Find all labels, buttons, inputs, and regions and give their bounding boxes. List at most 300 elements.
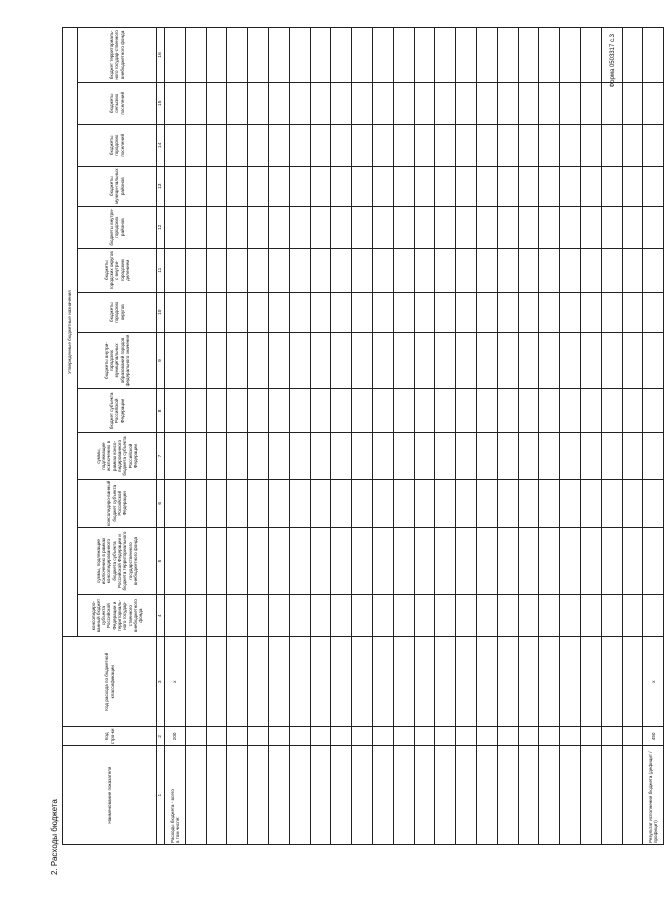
value-cell[interactable] xyxy=(331,433,352,479)
value-cell[interactable] xyxy=(539,637,560,727)
value-cell[interactable] xyxy=(435,727,456,746)
value-cell[interactable] xyxy=(414,332,435,389)
value-cell[interactable] xyxy=(352,28,373,83)
value-cell[interactable] xyxy=(352,166,373,206)
value-cell[interactable] xyxy=(289,389,310,433)
value-cell[interactable] xyxy=(414,28,435,83)
value-cell[interactable] xyxy=(497,746,518,845)
value-cell[interactable] xyxy=(393,124,414,166)
value-cell[interactable] xyxy=(476,595,497,637)
value-cell[interactable] xyxy=(165,595,186,637)
value-cell[interactable] xyxy=(227,292,248,332)
value-cell[interactable] xyxy=(518,166,539,206)
value-cell[interactable] xyxy=(227,727,248,746)
value-cell[interactable] xyxy=(310,124,331,166)
value-cell[interactable] xyxy=(227,332,248,389)
value-cell[interactable] xyxy=(580,746,601,845)
value-cell[interactable] xyxy=(580,527,601,594)
value-cell[interactable] xyxy=(206,124,227,166)
value-cell[interactable] xyxy=(414,433,435,479)
value-cell[interactable] xyxy=(248,292,269,332)
value-cell[interactable] xyxy=(206,389,227,433)
value-cell[interactable] xyxy=(165,527,186,594)
value-cell[interactable] xyxy=(601,332,622,389)
value-cell[interactable] xyxy=(414,727,435,746)
value-cell[interactable] xyxy=(352,637,373,727)
value-cell[interactable] xyxy=(435,479,456,527)
value-cell[interactable] xyxy=(352,82,373,124)
value-cell[interactable] xyxy=(331,82,352,124)
value-cell[interactable] xyxy=(560,124,581,166)
value-cell[interactable] xyxy=(601,746,622,845)
value-cell[interactable] xyxy=(456,166,477,206)
value-cell[interactable] xyxy=(539,248,560,292)
value-cell[interactable] xyxy=(414,637,435,727)
value-cell[interactable] xyxy=(393,389,414,433)
value-cell[interactable] xyxy=(372,527,393,594)
value-cell[interactable] xyxy=(476,389,497,433)
value-cell[interactable] xyxy=(206,166,227,206)
value-cell[interactable] xyxy=(539,389,560,433)
value-cell[interactable] xyxy=(372,727,393,746)
value-cell[interactable] xyxy=(289,595,310,637)
value-cell[interactable] xyxy=(643,292,664,332)
value-cell[interactable] xyxy=(518,82,539,124)
value-cell[interactable] xyxy=(310,292,331,332)
value-cell[interactable] xyxy=(227,433,248,479)
value-cell[interactable] xyxy=(206,479,227,527)
value-cell[interactable] xyxy=(476,124,497,166)
value-cell[interactable] xyxy=(393,637,414,727)
value-cell[interactable] xyxy=(560,332,581,389)
value-cell[interactable] xyxy=(539,332,560,389)
value-cell[interactable] xyxy=(497,433,518,479)
value-cell[interactable] xyxy=(497,332,518,389)
value-cell[interactable] xyxy=(310,82,331,124)
value-cell[interactable] xyxy=(601,28,622,83)
value-cell[interactable] xyxy=(476,727,497,746)
value-cell[interactable] xyxy=(456,124,477,166)
value-cell[interactable] xyxy=(497,166,518,206)
value-cell[interactable] xyxy=(414,746,435,845)
value-cell[interactable] xyxy=(206,727,227,746)
value-cell[interactable] xyxy=(456,292,477,332)
value-cell[interactable] xyxy=(393,433,414,479)
value-cell[interactable] xyxy=(435,28,456,83)
value-cell[interactable] xyxy=(248,595,269,637)
value-cell[interactable] xyxy=(539,727,560,746)
value-cell[interactable] xyxy=(331,332,352,389)
value-cell[interactable] xyxy=(435,292,456,332)
value-cell[interactable] xyxy=(518,527,539,594)
value-cell[interactable] xyxy=(476,637,497,727)
value-cell[interactable] xyxy=(518,124,539,166)
value-cell[interactable] xyxy=(372,124,393,166)
value-cell[interactable] xyxy=(497,206,518,248)
value-cell[interactable] xyxy=(435,389,456,433)
value-cell[interactable] xyxy=(331,248,352,292)
value-cell[interactable] xyxy=(268,82,289,124)
value-cell[interactable] xyxy=(476,746,497,845)
value-cell[interactable] xyxy=(185,595,206,637)
value-cell[interactable] xyxy=(248,746,269,845)
value-cell[interactable] xyxy=(414,479,435,527)
value-cell[interactable] xyxy=(435,595,456,637)
value-cell[interactable] xyxy=(352,727,373,746)
value-cell[interactable] xyxy=(539,28,560,83)
value-cell[interactable] xyxy=(393,746,414,845)
value-cell[interactable] xyxy=(227,166,248,206)
value-cell[interactable] xyxy=(435,82,456,124)
value-cell[interactable] xyxy=(560,727,581,746)
value-cell[interactable] xyxy=(601,433,622,479)
value-cell[interactable] xyxy=(601,479,622,527)
value-cell[interactable] xyxy=(518,727,539,746)
value-cell[interactable] xyxy=(248,124,269,166)
value-cell[interactable] xyxy=(601,727,622,746)
value-cell[interactable] xyxy=(206,527,227,594)
value-cell[interactable] xyxy=(372,248,393,292)
value-cell[interactable] xyxy=(227,595,248,637)
value-cell[interactable] xyxy=(310,332,331,389)
value-cell[interactable] xyxy=(414,248,435,292)
value-cell[interactable] xyxy=(580,332,601,389)
value-cell[interactable] xyxy=(560,479,581,527)
value-cell[interactable] xyxy=(643,82,664,124)
value-cell[interactable] xyxy=(643,527,664,594)
value-cell[interactable] xyxy=(622,332,643,389)
value-cell[interactable] xyxy=(268,166,289,206)
value-cell[interactable] xyxy=(560,82,581,124)
value-cell[interactable] xyxy=(435,248,456,292)
value-cell[interactable] xyxy=(497,595,518,637)
value-cell[interactable] xyxy=(518,637,539,727)
value-cell[interactable] xyxy=(372,746,393,845)
value-cell[interactable] xyxy=(560,433,581,479)
value-cell[interactable] xyxy=(289,433,310,479)
value-cell[interactable] xyxy=(372,166,393,206)
value-cell[interactable] xyxy=(393,166,414,206)
value-cell[interactable] xyxy=(601,292,622,332)
value-cell[interactable] xyxy=(643,206,664,248)
value-cell[interactable] xyxy=(560,292,581,332)
value-cell[interactable] xyxy=(539,527,560,594)
value-cell[interactable] xyxy=(518,433,539,479)
value-cell[interactable] xyxy=(497,82,518,124)
value-cell[interactable] xyxy=(185,527,206,594)
value-cell[interactable] xyxy=(622,28,643,83)
value-cell[interactable] xyxy=(643,166,664,206)
value-cell[interactable] xyxy=(580,479,601,527)
value-cell[interactable] xyxy=(476,292,497,332)
value-cell[interactable] xyxy=(352,206,373,248)
value-cell[interactable] xyxy=(352,479,373,527)
value-cell[interactable] xyxy=(227,527,248,594)
value-cell[interactable] xyxy=(580,248,601,292)
value-cell[interactable] xyxy=(185,124,206,166)
value-cell[interactable] xyxy=(227,206,248,248)
value-cell[interactable] xyxy=(643,28,664,83)
value-cell[interactable] xyxy=(268,248,289,292)
value-cell[interactable] xyxy=(372,595,393,637)
value-cell[interactable] xyxy=(560,637,581,727)
value-cell[interactable] xyxy=(601,595,622,637)
value-cell[interactable] xyxy=(601,637,622,727)
value-cell[interactable] xyxy=(268,292,289,332)
value-cell[interactable] xyxy=(518,28,539,83)
value-cell[interactable] xyxy=(268,527,289,594)
value-cell[interactable] xyxy=(227,746,248,845)
value-cell[interactable] xyxy=(476,206,497,248)
value-cell[interactable] xyxy=(310,389,331,433)
value-cell[interactable] xyxy=(310,527,331,594)
value-cell[interactable] xyxy=(435,527,456,594)
value-cell[interactable] xyxy=(206,595,227,637)
value-cell[interactable] xyxy=(622,82,643,124)
value-cell[interactable] xyxy=(518,206,539,248)
value-cell[interactable] xyxy=(497,248,518,292)
value-cell[interactable] xyxy=(227,82,248,124)
value-cell[interactable] xyxy=(227,479,248,527)
value-cell[interactable] xyxy=(539,292,560,332)
value-cell[interactable] xyxy=(393,479,414,527)
value-cell[interactable] xyxy=(580,727,601,746)
value-cell[interactable] xyxy=(643,389,664,433)
value-cell[interactable] xyxy=(393,82,414,124)
value-cell[interactable] xyxy=(331,595,352,637)
value-cell[interactable] xyxy=(289,206,310,248)
value-cell[interactable] xyxy=(206,28,227,83)
value-cell[interactable] xyxy=(580,292,601,332)
value-cell[interactable] xyxy=(643,595,664,637)
value-cell[interactable] xyxy=(393,206,414,248)
value-cell[interactable] xyxy=(248,727,269,746)
value-cell[interactable] xyxy=(601,166,622,206)
value-cell[interactable] xyxy=(435,206,456,248)
value-cell[interactable] xyxy=(165,389,186,433)
value-cell[interactable] xyxy=(456,82,477,124)
value-cell[interactable] xyxy=(435,124,456,166)
value-cell[interactable] xyxy=(393,727,414,746)
value-cell[interactable] xyxy=(518,292,539,332)
value-cell[interactable] xyxy=(310,206,331,248)
value-cell[interactable] xyxy=(560,248,581,292)
value-cell[interactable] xyxy=(622,527,643,594)
value-cell[interactable] xyxy=(165,248,186,292)
value-cell[interactable] xyxy=(206,292,227,332)
value-cell[interactable] xyxy=(352,527,373,594)
value-cell[interactable] xyxy=(331,637,352,727)
value-cell[interactable] xyxy=(622,206,643,248)
value-cell[interactable] xyxy=(414,166,435,206)
value-cell[interactable] xyxy=(185,292,206,332)
value-cell[interactable] xyxy=(601,527,622,594)
value-cell[interactable] xyxy=(165,166,186,206)
value-cell[interactable] xyxy=(456,595,477,637)
value-cell[interactable] xyxy=(497,389,518,433)
value-cell[interactable] xyxy=(310,433,331,479)
value-cell[interactable] xyxy=(185,389,206,433)
value-cell[interactable] xyxy=(539,746,560,845)
value-cell[interactable] xyxy=(352,292,373,332)
value-cell[interactable] xyxy=(268,28,289,83)
value-cell[interactable] xyxy=(601,82,622,124)
value-cell[interactable] xyxy=(289,746,310,845)
value-cell[interactable] xyxy=(310,166,331,206)
value-cell[interactable] xyxy=(372,389,393,433)
value-cell[interactable] xyxy=(206,248,227,292)
value-cell[interactable] xyxy=(289,82,310,124)
value-cell[interactable] xyxy=(165,479,186,527)
value-cell[interactable] xyxy=(580,389,601,433)
value-cell[interactable] xyxy=(435,166,456,206)
value-cell[interactable] xyxy=(518,479,539,527)
value-cell[interactable] xyxy=(518,332,539,389)
value-cell[interactable] xyxy=(310,637,331,727)
value-cell[interactable] xyxy=(643,248,664,292)
value-cell[interactable] xyxy=(601,248,622,292)
value-cell[interactable] xyxy=(518,595,539,637)
value-cell[interactable] xyxy=(165,124,186,166)
value-cell[interactable] xyxy=(622,479,643,527)
value-cell[interactable] xyxy=(456,248,477,292)
value-cell[interactable] xyxy=(289,28,310,83)
value-cell[interactable] xyxy=(643,433,664,479)
value-cell[interactable] xyxy=(352,124,373,166)
value-cell[interactable] xyxy=(580,124,601,166)
value-cell[interactable] xyxy=(310,248,331,292)
value-cell[interactable] xyxy=(268,727,289,746)
value-cell[interactable] xyxy=(206,637,227,727)
value-cell[interactable] xyxy=(289,166,310,206)
value-cell[interactable] xyxy=(435,433,456,479)
value-cell[interactable] xyxy=(414,527,435,594)
value-cell[interactable] xyxy=(643,124,664,166)
value-cell[interactable] xyxy=(539,166,560,206)
value-cell[interactable] xyxy=(331,389,352,433)
value-cell[interactable] xyxy=(372,206,393,248)
value-cell[interactable] xyxy=(518,389,539,433)
value-cell[interactable] xyxy=(268,637,289,727)
value-cell[interactable] xyxy=(310,479,331,527)
value-cell[interactable] xyxy=(352,248,373,292)
value-cell[interactable] xyxy=(331,28,352,83)
value-cell[interactable] xyxy=(289,248,310,292)
value-cell[interactable] xyxy=(248,389,269,433)
value-cell[interactable] xyxy=(268,332,289,389)
value-cell[interactable] xyxy=(622,595,643,637)
value-cell[interactable] xyxy=(372,292,393,332)
value-cell[interactable] xyxy=(622,746,643,845)
value-cell[interactable] xyxy=(435,746,456,845)
value-cell[interactable] xyxy=(268,595,289,637)
value-cell[interactable] xyxy=(289,527,310,594)
value-cell[interactable] xyxy=(393,332,414,389)
value-cell[interactable] xyxy=(539,206,560,248)
value-cell[interactable] xyxy=(248,332,269,389)
value-cell[interactable] xyxy=(227,248,248,292)
value-cell[interactable] xyxy=(622,637,643,727)
value-cell[interactable] xyxy=(289,479,310,527)
value-cell[interactable] xyxy=(227,637,248,727)
value-cell[interactable] xyxy=(248,637,269,727)
value-cell[interactable] xyxy=(560,28,581,83)
value-cell[interactable] xyxy=(248,206,269,248)
value-cell[interactable] xyxy=(414,82,435,124)
value-cell[interactable] xyxy=(456,389,477,433)
value-cell[interactable] xyxy=(185,206,206,248)
value-cell[interactable] xyxy=(227,124,248,166)
value-cell[interactable] xyxy=(456,433,477,479)
value-cell[interactable] xyxy=(622,124,643,166)
value-cell[interactable] xyxy=(518,248,539,292)
value-cell[interactable] xyxy=(372,433,393,479)
value-cell[interactable] xyxy=(497,292,518,332)
value-cell[interactable] xyxy=(352,595,373,637)
value-cell[interactable] xyxy=(622,248,643,292)
value-cell[interactable] xyxy=(331,746,352,845)
value-cell[interactable] xyxy=(497,124,518,166)
value-cell[interactable] xyxy=(580,82,601,124)
value-cell[interactable] xyxy=(248,166,269,206)
value-cell[interactable] xyxy=(414,124,435,166)
value-cell[interactable] xyxy=(185,82,206,124)
value-cell[interactable] xyxy=(497,527,518,594)
value-cell[interactable] xyxy=(310,727,331,746)
value-cell[interactable] xyxy=(580,166,601,206)
value-cell[interactable] xyxy=(435,637,456,727)
value-cell[interactable] xyxy=(331,479,352,527)
value-cell[interactable] xyxy=(539,479,560,527)
value-cell[interactable] xyxy=(185,166,206,206)
value-cell[interactable] xyxy=(185,479,206,527)
value-cell[interactable] xyxy=(560,746,581,845)
value-cell[interactable] xyxy=(185,332,206,389)
value-cell[interactable] xyxy=(206,82,227,124)
value-cell[interactable] xyxy=(185,727,206,746)
value-cell[interactable] xyxy=(331,727,352,746)
value-cell[interactable] xyxy=(539,433,560,479)
value-cell[interactable] xyxy=(414,595,435,637)
value-cell[interactable] xyxy=(185,746,206,845)
value-cell[interactable] xyxy=(268,746,289,845)
value-cell[interactable] xyxy=(539,82,560,124)
value-cell[interactable] xyxy=(372,479,393,527)
value-cell[interactable] xyxy=(476,28,497,83)
value-cell[interactable] xyxy=(560,389,581,433)
value-cell[interactable] xyxy=(185,28,206,83)
value-cell[interactable] xyxy=(476,332,497,389)
value-cell[interactable] xyxy=(310,595,331,637)
value-cell[interactable] xyxy=(476,166,497,206)
value-cell[interactable] xyxy=(622,727,643,746)
value-cell[interactable] xyxy=(456,28,477,83)
value-cell[interactable] xyxy=(185,248,206,292)
value-cell[interactable] xyxy=(643,332,664,389)
value-cell[interactable] xyxy=(601,389,622,433)
value-cell[interactable] xyxy=(622,292,643,332)
value-cell[interactable] xyxy=(206,433,227,479)
value-cell[interactable] xyxy=(248,248,269,292)
value-cell[interactable] xyxy=(497,637,518,727)
value-cell[interactable] xyxy=(456,727,477,746)
value-cell[interactable] xyxy=(539,124,560,166)
value-cell[interactable] xyxy=(206,206,227,248)
value-cell[interactable] xyxy=(393,595,414,637)
value-cell[interactable] xyxy=(227,389,248,433)
value-cell[interactable] xyxy=(456,206,477,248)
value-cell[interactable] xyxy=(414,389,435,433)
